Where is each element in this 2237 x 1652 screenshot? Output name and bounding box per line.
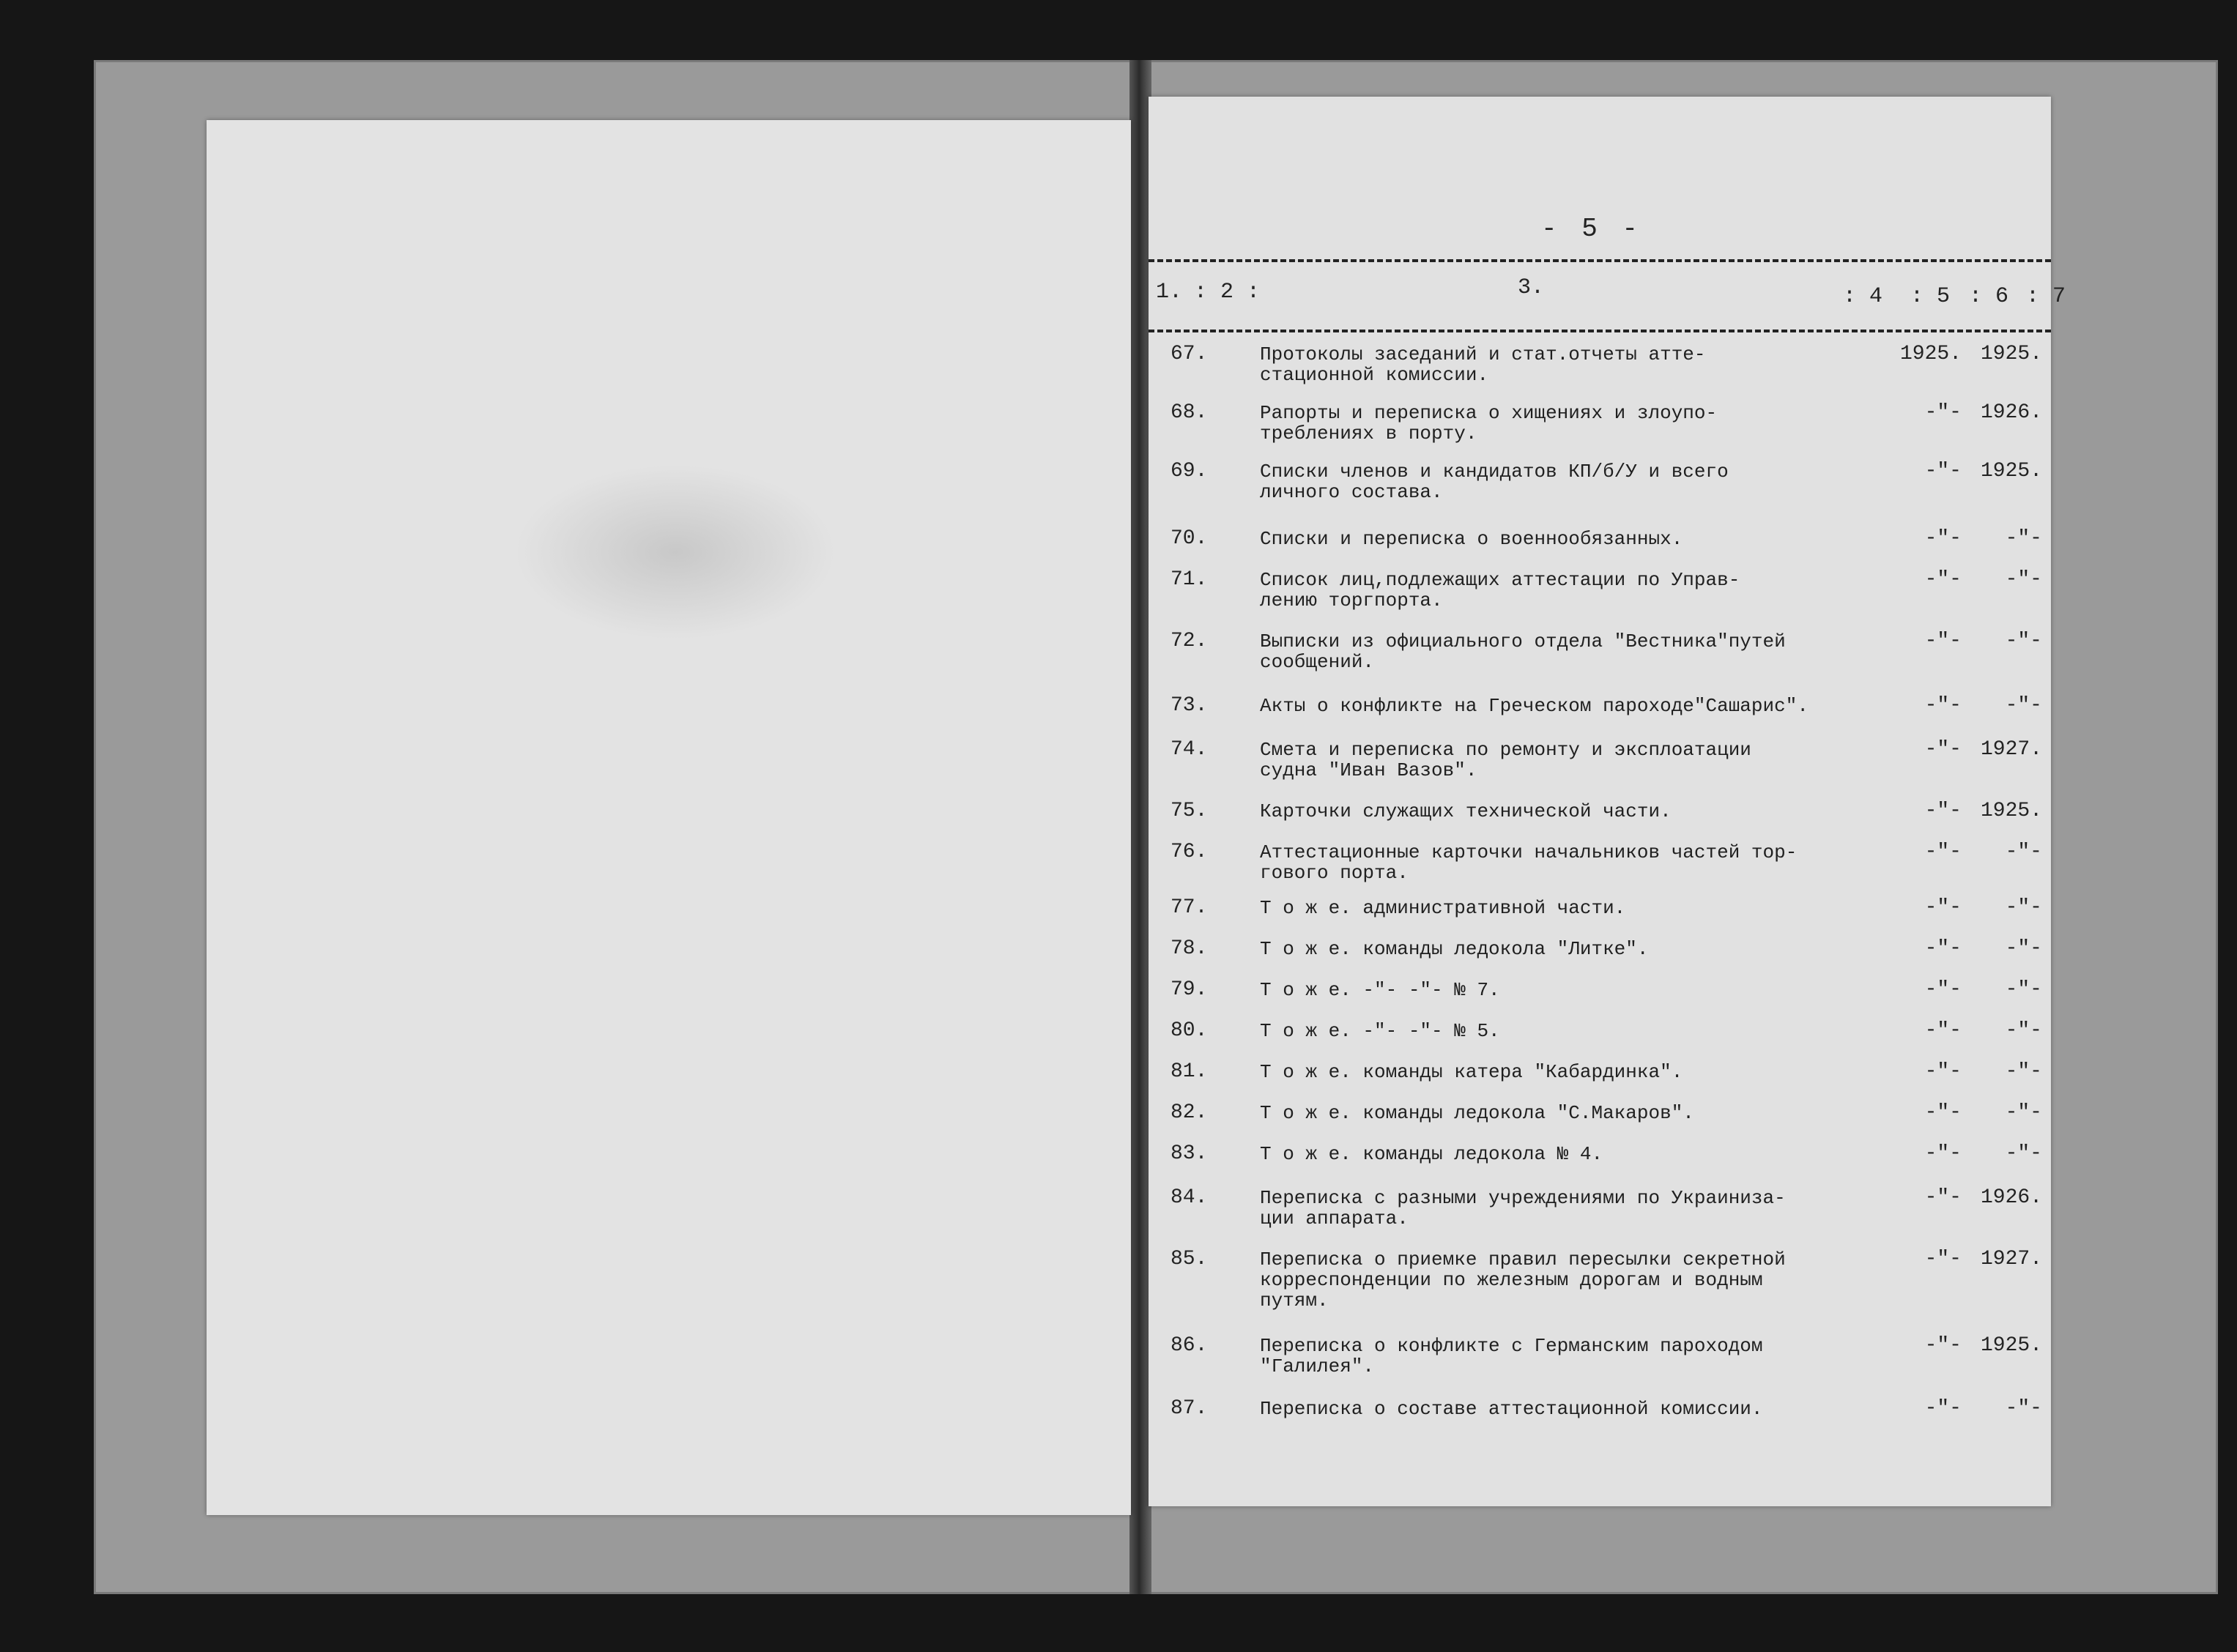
row-year-end: -"- — [2005, 1101, 2042, 1124]
row-year-start: -"- — [1924, 1060, 1962, 1083]
row-year-start: -"- — [1924, 1397, 1962, 1420]
row-title: Аттестационные карточки начальников частей тор- гового порта. — [1260, 841, 1798, 884]
row-title: Карточки служащих технической части. — [1260, 800, 1672, 822]
row-year-start: -"- — [1924, 630, 1962, 652]
row-year-end: 1926. — [1980, 401, 2042, 424]
row-number: 69. — [1171, 460, 1208, 483]
row-title: Т о ж е. команды ледокола "С.Макаров". — [1260, 1102, 1694, 1124]
row-number: 72. — [1171, 630, 1208, 652]
row-number: 83. — [1171, 1142, 1208, 1165]
row-number: 85. — [1171, 1248, 1208, 1270]
header-bottom-rule — [1149, 330, 2051, 332]
row-year-start: -"- — [1924, 738, 1962, 761]
column-5-header: : 5 — [1910, 284, 1951, 309]
row-title: Смета и переписка по ремонту и эксплоатации судна "Иван Вазов". — [1260, 739, 1751, 781]
row-title: Т о ж е. -"- -"- № 7. — [1260, 979, 1500, 1001]
row-title: Т о ж е. -"- -"- № 5. — [1260, 1020, 1500, 1042]
row-number: 74. — [1171, 738, 1208, 761]
row-title: Рапорты и переписка о хищениях и злоупо- треблениях в порту. — [1260, 402, 1718, 444]
left-page-blank — [207, 120, 1131, 1515]
row-year-end: -"- — [2005, 978, 2042, 1001]
row-year-start: -"- — [1924, 800, 1962, 822]
row-title: Т о ж е. команды ледокола № 4. — [1260, 1143, 1603, 1165]
row-year-start: -"- — [1924, 1186, 1962, 1209]
row-number: 86. — [1171, 1334, 1208, 1357]
row-number: 82. — [1171, 1101, 1208, 1124]
page-number: - 5 - — [1541, 214, 1643, 244]
row-year-end: -"- — [2005, 1142, 2042, 1165]
column-2-header: : 2 : — [1194, 280, 1261, 305]
row-year-end: 1926. — [1980, 1186, 2042, 1209]
row-year-end: 1925. — [1980, 460, 2042, 483]
column-1-header: 1. — [1156, 280, 1183, 305]
row-year-end: -"- — [2005, 1019, 2042, 1042]
row-year-start: -"- — [1924, 841, 1962, 863]
row-year-start: -"- — [1924, 1142, 1962, 1165]
row-year-end: -"- — [2005, 937, 2042, 960]
column-3-header: 3. — [1518, 275, 1545, 300]
row-year-end: -"- — [2005, 896, 2042, 919]
row-year-start: -"- — [1924, 568, 1962, 591]
row-year-start: -"- — [1924, 978, 1962, 1001]
row-title: Переписка о составе аттестационной комиссии. — [1260, 1398, 1763, 1420]
row-year-start: -"- — [1924, 937, 1962, 960]
row-year-start: -"- — [1924, 1101, 1962, 1124]
row-number: 70. — [1171, 527, 1208, 550]
row-year-start: 1925. — [1899, 343, 1962, 365]
row-title: Списки и переписка о военнообязанных. — [1260, 528, 1683, 550]
row-year-end: -"- — [2005, 568, 2042, 591]
row-number: 87. — [1171, 1397, 1208, 1420]
row-year-start: -"- — [1924, 1248, 1962, 1270]
row-title: Списки членов и кандидатов КП/б/У и всего личного состава. — [1260, 461, 1729, 503]
row-number: 71. — [1171, 568, 1208, 591]
row-title: Переписка с разными учреждениями по Украиниза- ции аппарата. — [1260, 1187, 1786, 1229]
row-number: 78. — [1171, 937, 1208, 960]
row-year-start: -"- — [1924, 896, 1962, 919]
row-year-start: -"- — [1924, 1334, 1962, 1357]
row-year-start: -"- — [1924, 527, 1962, 550]
row-year-end: 1925. — [1980, 800, 2042, 822]
row-title: Переписка о конфликте с Германским пароходом "Галилея". — [1260, 1335, 1763, 1377]
row-number: 67. — [1171, 343, 1208, 365]
row-title: Выписки из официального отдела "Вестника"путей сообщений. — [1260, 630, 1786, 673]
row-year-end: 1927. — [1980, 738, 2042, 761]
row-year-end: 1925. — [1980, 343, 2042, 365]
row-number: 75. — [1171, 800, 1208, 822]
row-number: 84. — [1171, 1186, 1208, 1209]
row-year-end: 1925. — [1980, 1334, 2042, 1357]
row-year-start: -"- — [1924, 460, 1962, 483]
row-number: 68. — [1171, 401, 1208, 424]
row-title: Акты о конфликте на Греческом пароходе"Сашарис". — [1260, 695, 1808, 717]
row-title: Т о ж е. административной части. — [1260, 897, 1626, 919]
row-year-end: -"- — [2005, 630, 2042, 652]
column-4-header: : 4 — [1843, 284, 1883, 309]
row-title: Т о ж е. команды ледокола "Литке". — [1260, 938, 1649, 960]
row-year-start: -"- — [1924, 401, 1962, 424]
right-page — [1149, 97, 2066, 1506]
row-year-end: 1927. — [1980, 1248, 2042, 1270]
column-6-header: : 6 — [1969, 284, 2009, 309]
row-year-end: -"- — [2005, 841, 2042, 863]
row-number: 73. — [1171, 694, 1208, 717]
row-year-end: -"- — [2005, 1397, 2042, 1420]
header-top-rule — [1149, 259, 2051, 262]
row-number: 76. — [1171, 841, 1208, 863]
row-title: Переписка о приемке правил пересылки секретной корреспонденции по железным дорогам и водным путям. — [1260, 1249, 1786, 1311]
row-title: Список лиц,подлежащих аттестации по Управ- лению торгпорта. — [1260, 569, 1740, 611]
row-year-start: -"- — [1924, 694, 1962, 717]
row-number: 80. — [1171, 1019, 1208, 1042]
row-number: 77. — [1171, 896, 1208, 919]
column-7-header: : 7 — [2026, 284, 2066, 309]
row-year-end: -"- — [2005, 527, 2042, 550]
row-year-end: -"- — [2005, 694, 2042, 717]
row-number: 79. — [1171, 978, 1208, 1001]
row-year-start: -"- — [1924, 1019, 1962, 1042]
row-title: Протоколы заседаний и стат.отчеты атте- стационной комиссии. — [1260, 343, 1706, 386]
row-number: 81. — [1171, 1060, 1208, 1083]
row-title: Т о ж е. команды катера "Кабардинка". — [1260, 1061, 1683, 1083]
row-year-end: -"- — [2005, 1060, 2042, 1083]
